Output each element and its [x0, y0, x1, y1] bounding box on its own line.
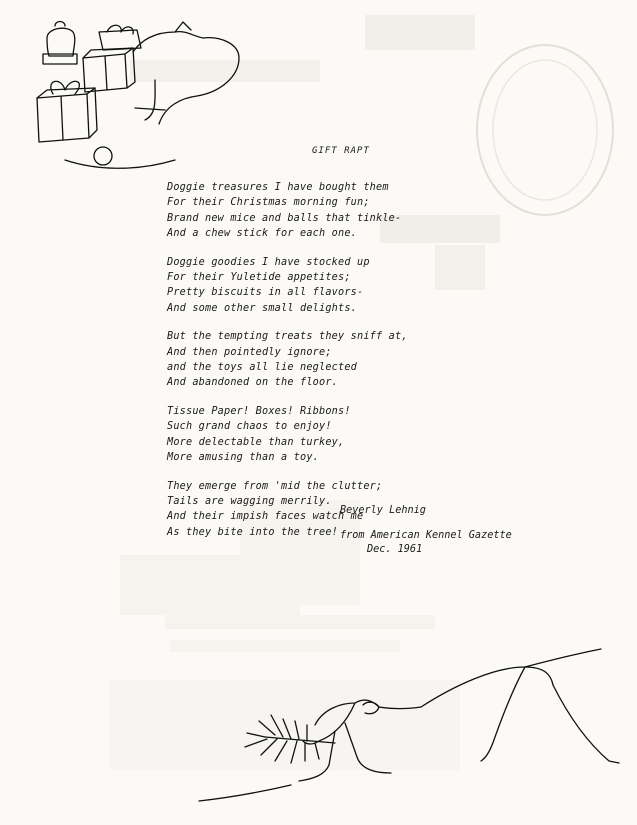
poem-line: For their Christmas morning fun;: [167, 197, 370, 209]
source-credit: from American Kennel Gazette: [340, 530, 512, 541]
poem-title: GIFT RAPT: [312, 146, 370, 156]
poem-line: More amusing than a toy.: [167, 452, 320, 464]
poem-line: Doggie goodies I have stocked up: [167, 256, 370, 268]
poem-line: And a chew stick for each one.: [167, 228, 358, 240]
poem-line: They emerge from 'mid the clutter;: [167, 480, 383, 492]
poem-line: Such grand chaos to enjoy!: [167, 421, 332, 433]
poem-line: Brand new mice and balls that tinkle-: [167, 212, 402, 224]
poem-line: For their Yuletide appetites;: [167, 272, 351, 284]
poem-line: Doggie treasures I have bought them: [167, 182, 389, 193]
stanza-4: [167, 404, 408, 466]
poem-line: And then pointedly ignore;: [167, 346, 332, 358]
poem-line: But the tempting treats they sniff at,: [167, 331, 408, 343]
stanza-3: [167, 329, 408, 391]
source-date: Dec. 1961: [367, 544, 423, 555]
poem-line: And some other small delights.: [167, 302, 358, 314]
poem-line: Tails are wagging merrily.: [167, 495, 332, 507]
author-signature: Beverly Lehnig: [340, 505, 426, 516]
dog-biting-tree-illustration: [195, 645, 625, 805]
poem-line: Tissue Paper! Boxes! Ribbons!: [167, 405, 351, 417]
poem-line: and the toys all lie neglected: [167, 362, 358, 374]
poem-line: And abandoned on the floor.: [167, 377, 339, 389]
poem-line: Pretty biscuits in all flavors-: [167, 287, 364, 299]
stanza-1: [167, 180, 408, 242]
poem-line: And their impish faces watch me: [167, 511, 364, 523]
poem-line: More delectable than turkey,: [167, 436, 345, 448]
gift-boxes-dog-illustration: [25, 10, 265, 190]
poem-body: [167, 180, 408, 553]
stanza-2: [167, 255, 408, 317]
poem-line: As they bite into the tree!: [167, 526, 339, 538]
